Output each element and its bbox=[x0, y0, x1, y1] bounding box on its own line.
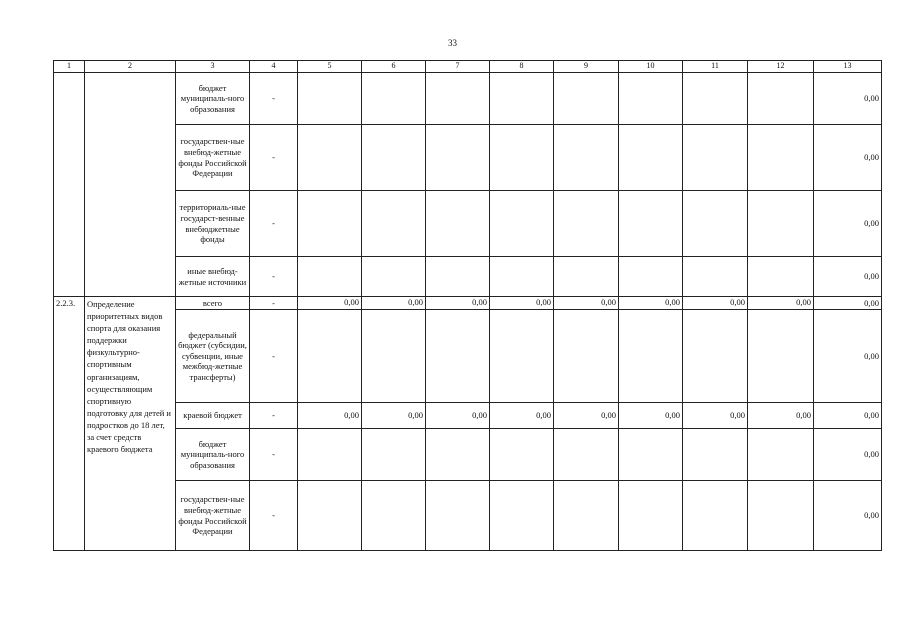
year-value bbox=[298, 191, 362, 257]
funding-source: бюджет муниципаль-ного образования bbox=[176, 73, 250, 125]
funding-source: бюджет муниципаль-ного образования bbox=[176, 429, 250, 481]
year-value bbox=[619, 481, 683, 551]
year-value bbox=[362, 257, 426, 297]
col4-value: - bbox=[250, 73, 298, 125]
page-number: 33 bbox=[448, 38, 457, 48]
year-value bbox=[490, 429, 554, 481]
col-header: 9 bbox=[554, 61, 619, 73]
budget-table bbox=[53, 60, 882, 551]
year-value: 0,00 bbox=[748, 403, 814, 429]
item-number-empty bbox=[54, 73, 85, 297]
item-number: 2.2.3. bbox=[54, 297, 85, 551]
year-value bbox=[554, 310, 619, 403]
year-value bbox=[748, 125, 814, 191]
table-row bbox=[54, 297, 882, 310]
col-header: 13 bbox=[814, 61, 882, 73]
year-value bbox=[554, 481, 619, 551]
year-value bbox=[426, 125, 490, 191]
year-value: 0,00 bbox=[748, 297, 814, 310]
col-header: 12 bbox=[748, 61, 814, 73]
year-value bbox=[426, 73, 490, 125]
col4-value: - bbox=[250, 481, 298, 551]
funding-source: всего bbox=[176, 297, 250, 310]
year-value bbox=[554, 191, 619, 257]
year-value bbox=[619, 125, 683, 191]
year-value bbox=[554, 429, 619, 481]
year-value: 0,00 bbox=[554, 403, 619, 429]
year-value bbox=[748, 310, 814, 403]
total-value: 0,00 bbox=[814, 310, 882, 403]
total-value: 0,00 bbox=[814, 73, 882, 125]
total-value: 0,00 bbox=[814, 257, 882, 297]
item-description: Определение приоритетных видов спорта для оказания поддержки физкультурно-спортивным организациям, осуществляющим спортивную подготовку для детей и подростков до 18 лет, за счет средств краевого бюджета bbox=[85, 297, 176, 551]
year-value bbox=[554, 257, 619, 297]
year-value bbox=[748, 191, 814, 257]
col4-value: - bbox=[250, 310, 298, 403]
col-header: 3 bbox=[176, 61, 250, 73]
col-header: 5 bbox=[298, 61, 362, 73]
funding-source: территориаль-ные государст-венные внебюджетные фонды bbox=[176, 191, 250, 257]
funding-source: краевой бюджет bbox=[176, 403, 250, 429]
year-value bbox=[683, 481, 748, 551]
year-value bbox=[298, 257, 362, 297]
year-value bbox=[362, 125, 426, 191]
funding-source: государствен-ные внебюд-жетные фонды Российской Федерации bbox=[176, 125, 250, 191]
year-value bbox=[362, 481, 426, 551]
col-header: 10 bbox=[619, 61, 683, 73]
total-value: 0,00 bbox=[814, 125, 882, 191]
year-value bbox=[362, 191, 426, 257]
col-header: 1 bbox=[54, 61, 85, 73]
year-value bbox=[490, 125, 554, 191]
total-value: 0,00 bbox=[814, 191, 882, 257]
year-value bbox=[683, 310, 748, 403]
year-value bbox=[298, 481, 362, 551]
year-value bbox=[490, 257, 554, 297]
year-value: 0,00 bbox=[490, 403, 554, 429]
year-value bbox=[683, 73, 748, 125]
col-header: 4 bbox=[250, 61, 298, 73]
year-value bbox=[490, 310, 554, 403]
year-value bbox=[298, 125, 362, 191]
col4-value: - bbox=[250, 125, 298, 191]
year-value: 0,00 bbox=[619, 297, 683, 310]
total-value: 0,00 bbox=[814, 429, 882, 481]
table-row bbox=[54, 257, 882, 297]
year-value: 0,00 bbox=[426, 403, 490, 429]
item-2-2-3-rows bbox=[54, 297, 882, 551]
year-value bbox=[748, 429, 814, 481]
table-row bbox=[54, 403, 882, 429]
year-value bbox=[298, 310, 362, 403]
year-value bbox=[683, 429, 748, 481]
year-value bbox=[298, 429, 362, 481]
col4-value: - bbox=[250, 257, 298, 297]
year-value: 0,00 bbox=[683, 297, 748, 310]
col4-value: - bbox=[250, 429, 298, 481]
item-description-empty bbox=[85, 73, 176, 297]
year-value bbox=[426, 257, 490, 297]
year-value bbox=[683, 257, 748, 297]
year-value bbox=[362, 73, 426, 125]
year-value: 0,00 bbox=[362, 403, 426, 429]
year-value bbox=[748, 481, 814, 551]
year-value bbox=[619, 257, 683, 297]
col-header: 6 bbox=[362, 61, 426, 73]
year-value bbox=[362, 310, 426, 403]
table-row bbox=[54, 429, 882, 481]
col-header: 11 bbox=[683, 61, 748, 73]
year-value: 0,00 bbox=[490, 297, 554, 310]
year-value: 0,00 bbox=[619, 403, 683, 429]
table-row bbox=[54, 73, 882, 125]
year-value: 0,00 bbox=[298, 297, 362, 310]
year-value bbox=[426, 310, 490, 403]
year-value bbox=[426, 191, 490, 257]
col4-value: - bbox=[250, 297, 298, 310]
year-value: 0,00 bbox=[554, 297, 619, 310]
year-value: 0,00 bbox=[362, 297, 426, 310]
year-value bbox=[554, 73, 619, 125]
year-value bbox=[490, 73, 554, 125]
table-row bbox=[54, 125, 882, 191]
year-value bbox=[619, 429, 683, 481]
year-value: 0,00 bbox=[426, 297, 490, 310]
year-value bbox=[683, 191, 748, 257]
funding-source: иные внебюд-жетные источники bbox=[176, 257, 250, 297]
year-value bbox=[490, 191, 554, 257]
col4-value: - bbox=[250, 191, 298, 257]
year-value bbox=[619, 73, 683, 125]
header-row bbox=[54, 61, 882, 73]
year-value bbox=[748, 257, 814, 297]
table-row bbox=[54, 310, 882, 403]
col4-value: - bbox=[250, 403, 298, 429]
year-value bbox=[490, 481, 554, 551]
year-value: 0,00 bbox=[298, 403, 362, 429]
year-value bbox=[554, 125, 619, 191]
total-value: 0,00 bbox=[814, 481, 882, 551]
year-value bbox=[362, 429, 426, 481]
total-value: 0,00 bbox=[814, 297, 882, 310]
total-value: 0,00 bbox=[814, 403, 882, 429]
year-value bbox=[748, 73, 814, 125]
year-value bbox=[298, 73, 362, 125]
previous-item-rows bbox=[54, 73, 882, 297]
year-value bbox=[426, 481, 490, 551]
funding-source: государствен-ные внебюд-жетные фонды Российской Федерации bbox=[176, 481, 250, 551]
year-value bbox=[683, 125, 748, 191]
col-header: 7 bbox=[426, 61, 490, 73]
year-value: 0,00 bbox=[683, 403, 748, 429]
year-value bbox=[619, 191, 683, 257]
col-header: 8 bbox=[490, 61, 554, 73]
col-header: 2 bbox=[85, 61, 176, 73]
year-value bbox=[619, 310, 683, 403]
funding-source: федеральный бюджет (субсидии, субвенции, иные межбюд-жетные трансферты) bbox=[176, 310, 250, 403]
table-row bbox=[54, 191, 882, 257]
table-row bbox=[54, 481, 882, 551]
year-value bbox=[426, 429, 490, 481]
